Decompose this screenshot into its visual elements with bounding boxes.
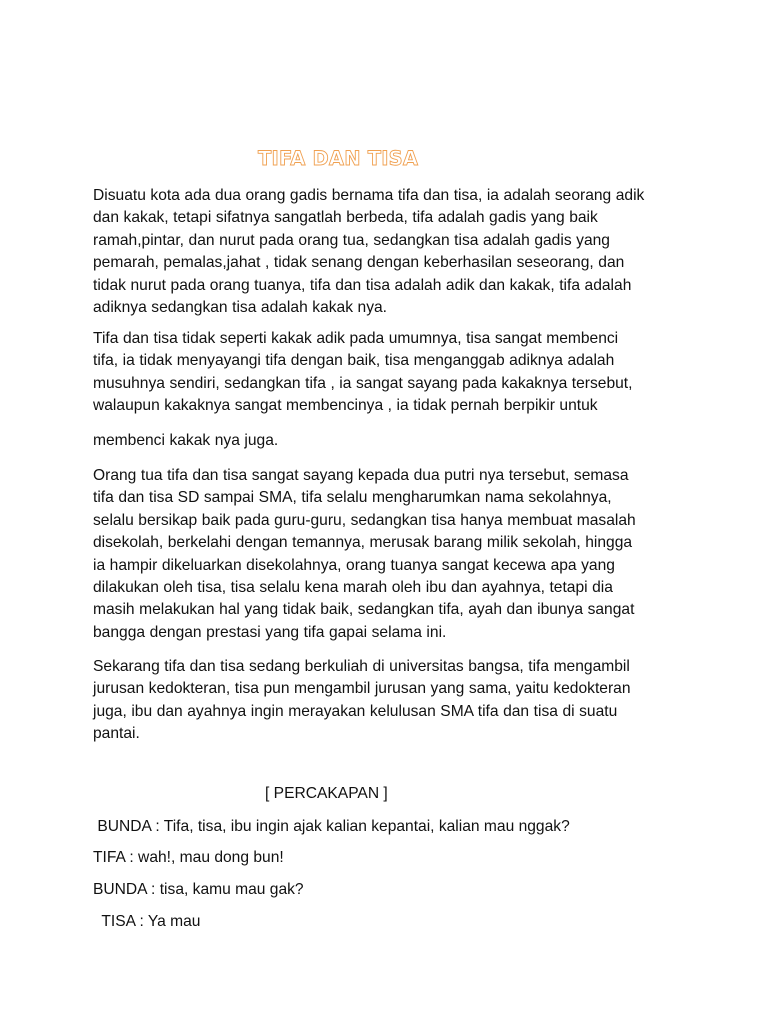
text-line: ramah,pintar, dan nurut pada orang tua, sedangkan tisa adalah gadis yang bbox=[93, 231, 610, 249]
text-line: tifa, ia tidak menyayangi tifa dengan baik, tisa menganggab adiknya adalah bbox=[93, 352, 615, 370]
document-title: TIFA DAN TISA bbox=[258, 147, 419, 170]
text-line: disekolah, berkelahi dengan temannya, merusak barang milik sekolah, hingga bbox=[93, 534, 633, 552]
paragraph-university bbox=[93, 656, 678, 746]
text-line: masih melakukan hal yang tidak baik, sedangkan tifa, ayah dan ibunya sangat bbox=[93, 601, 635, 619]
text-line: Sekarang tifa dan tisa sedang berkuliah di universitas bangsa, tifa mengambil bbox=[93, 658, 630, 675]
paragraph-parents bbox=[93, 465, 678, 644]
text-line: walaupun kakaknya sangat membencinya , ia tidak pernah berpikir untuk bbox=[93, 397, 598, 415]
paragraph-continuation bbox=[93, 430, 678, 452]
text-line: juga, ibu dan ayahnya ingin merayakan kelulusan SMA tifa dan tisa di suatu bbox=[93, 702, 618, 720]
text-line: pemarah, pemalas,jahat , tidak senang dengan keberhasilan seseorang, dan bbox=[93, 254, 625, 272]
text-line: dilakukan oleh tisa, tisa selalu kena marah oleh ibu dan ayahnya, tetapi dia bbox=[93, 579, 613, 597]
paragraph-relationship bbox=[93, 328, 678, 418]
text-line: tidak nurut pada orang tuanya, tifa dan tisa adalah adik dan kakak, tifa adalah bbox=[93, 276, 632, 294]
paragraph-intro bbox=[93, 185, 678, 319]
dialogue-line: TIFA : wah!, mau dong bun! bbox=[93, 849, 284, 866]
text-line: selalu bersikap baik pada guru-guru, sedangkan tisa hanya membuat masalah bbox=[93, 511, 636, 529]
text-line: dan kakak, tetapi sifatnya sangatlah berbeda, tifa adalah gadis yang baik bbox=[93, 209, 598, 227]
text-line: Disuatu kota ada dua orang gadis bernama tifa dan tisa, ia adalah seorang adik bbox=[93, 187, 645, 204]
text-line: ia hampir dikeluarkan disekolahnya, orang tuanya sangat kecewa apa yang bbox=[93, 556, 615, 574]
text-line: membenci kakak nya juga. bbox=[93, 432, 279, 449]
text-line: musuhnya sendiri, sedangkan tifa , ia sangat sayang pada kakaknya tersebut, bbox=[93, 374, 633, 392]
dialogue-line: TISA : Ya mau bbox=[93, 913, 201, 930]
text-line: tifa dan tisa SD sampai SMA, tifa selalu mengharumkan nama sekolahnya, bbox=[93, 489, 612, 507]
text-line: Orang tua tifa dan tisa sangat sayang kepada dua putri nya tersebut, semasa bbox=[93, 467, 629, 484]
text-line: bangga dengan prestasi yang tifa gapai selama ini. bbox=[93, 623, 447, 641]
text-line: Tifa dan tisa tidak seperti kakak adik pada umumnya, tisa sangat membenci bbox=[93, 330, 619, 347]
text-line: pantai. bbox=[93, 725, 140, 743]
dialogue-line: BUNDA : tisa, kamu mau gak? bbox=[93, 881, 304, 898]
text-line: jurusan kedokteran, tisa pun mengambil jurusan yang sama, yaitu kedokteran bbox=[93, 680, 631, 698]
section-heading-percakapan: [ PERCAKAPAN ] bbox=[265, 785, 388, 802]
dialogue-line: BUNDA : Tifa, tisa, ibu ingin ajak kalian kepantai, kalian mau nggak? bbox=[93, 818, 570, 835]
text-line: adiknya sedangkan tisa adalah kakak nya. bbox=[93, 299, 388, 317]
